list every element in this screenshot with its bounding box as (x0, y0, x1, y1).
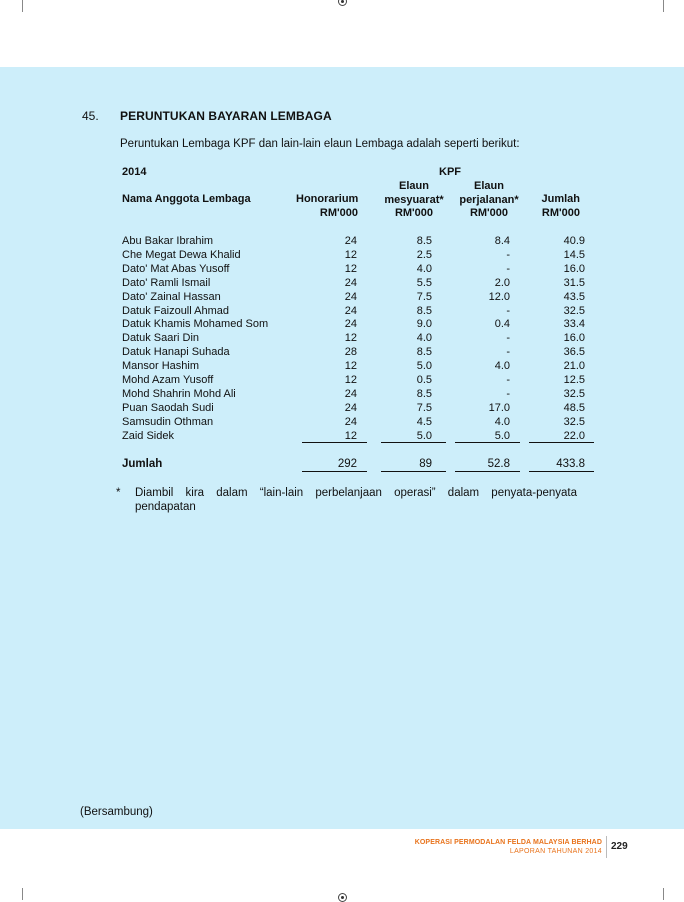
cell-jumlah: 32.5 (563, 304, 585, 317)
cell-perjalanan: 2.0 (494, 276, 510, 289)
cell-honorarium: 12 (344, 429, 357, 442)
total-rule (455, 471, 520, 472)
cell-mesyuarat: 5.0 (416, 360, 432, 373)
total-jumlah: 433.8 (556, 458, 585, 470)
member-name: Mohd Azam Yusoff (122, 374, 214, 386)
cell-mesyuarat: 9.0 (416, 318, 432, 331)
total-perjalanan: 52.8 (487, 458, 510, 470)
cell-mesyuarat: 2.5 (416, 248, 432, 261)
total-rule (381, 471, 446, 472)
member-name: Zaid Sidek (122, 429, 174, 442)
cell-perjalanan: - (506, 346, 510, 359)
member-name: Datuk Khamis Mohamed Som (122, 318, 269, 331)
member-name: Dato' Zainal Hassan (122, 290, 221, 303)
column-rule (455, 442, 520, 443)
cell-honorarium: 12 (344, 262, 357, 275)
total-rule (529, 471, 594, 472)
member-name: Che Megat Dewa Khalid (122, 248, 241, 261)
continued-label: (Bersambung) (80, 806, 153, 818)
cell-honorarium: 12 (344, 332, 357, 345)
cell-mesyuarat: 4.5 (416, 415, 432, 428)
cell-perjalanan: - (506, 304, 510, 317)
member-name: Datuk Hanapi Suhada (122, 346, 230, 359)
content-panel (0, 67, 684, 829)
footer-organization: KOPERASI PERMODALAN FELDA MALAYSIA BERHAD (414, 839, 602, 846)
member-name: Dato' Mat Abas Yusoff (122, 262, 230, 275)
member-name: Datuk Faizoull Ahmad (122, 304, 229, 317)
member-name: Abu Bakar Ibrahim (122, 235, 214, 247)
column-rule (529, 442, 594, 443)
member-name: Dato' Ramli Ismail (122, 276, 211, 289)
footnote-text: Diambil kira dalam “lain-lain perbelanjaan operasi” dalam penyata-penyata pendapatan (135, 487, 577, 513)
total-honorarium: 292 (337, 458, 357, 470)
cell-jumlah: 16.0 (563, 332, 585, 345)
cell-jumlah: 12.5 (563, 374, 585, 386)
column-header-jumlah: Jumlah RM'000 (541, 193, 580, 219)
member-name: Datuk Saari Din (122, 332, 200, 345)
page-number: 229 (611, 841, 628, 852)
table-year: 2014 (122, 166, 147, 178)
cell-jumlah: 31.5 (563, 276, 585, 289)
cell-honorarium: 12 (344, 248, 357, 261)
column-header-elaun-perjalanan: Elaun perjalanan* RM'000 (459, 180, 519, 219)
cell-perjalanan: - (506, 387, 510, 400)
section-title: PERUNTUKAN BAYARAN LEMBAGA (120, 109, 332, 123)
cell-jumlah: 33.4 (563, 318, 585, 331)
cell-jumlah: 16.0 (563, 262, 585, 275)
member-name: Mansor Hashim (122, 360, 200, 373)
table-group-header: KPF (439, 166, 461, 178)
member-name: Puan Saodah Sudi (122, 401, 214, 414)
cell-mesyuarat: 8.5 (416, 346, 432, 359)
cell-perjalanan: - (506, 332, 510, 345)
cell-honorarium: 24 (344, 415, 357, 428)
cell-honorarium: 24 (344, 318, 357, 331)
column-header-elaun-mesyuarat: Elaun mesyuarat* RM'000 (384, 180, 444, 219)
cell-mesyuarat: 7.5 (416, 401, 432, 414)
footer-report-title: LAPORAN TAHUNAN 2014 (509, 848, 602, 855)
cell-honorarium: 12 (344, 374, 357, 386)
table-name-header: Nama Anggota Lembaga (122, 193, 251, 205)
footnote-marker: * (116, 487, 121, 499)
cell-mesyuarat: 5.5 (416, 276, 432, 289)
cell-perjalanan: 8.4 (494, 235, 510, 247)
cell-honorarium: 24 (344, 401, 357, 414)
cell-jumlah: 22.0 (563, 429, 585, 442)
crop-mark (663, 888, 664, 900)
cell-honorarium: 28 (344, 346, 357, 359)
registration-mark-icon (338, 893, 347, 902)
cell-honorarium: 24 (344, 276, 357, 289)
cell-perjalanan: - (506, 262, 510, 275)
cell-jumlah: 40.9 (563, 235, 585, 247)
cell-perjalanan: 4.0 (494, 360, 510, 373)
cell-honorarium: 24 (344, 304, 357, 317)
section-number: 45. (82, 109, 99, 123)
cell-perjalanan: - (506, 248, 510, 261)
column-header-honorarium: Honorarium RM'000 (296, 193, 359, 219)
section-intro: Peruntukan Lembaga KPF dan lain-lain elaun Lembaga adalah seperti berikut: (120, 138, 520, 150)
column-rule (381, 442, 446, 443)
member-name: Mohd Shahrin Mohd Ali (122, 387, 236, 400)
cell-mesyuarat: 4.0 (416, 262, 432, 275)
cell-perjalanan: - (506, 374, 510, 386)
cell-mesyuarat: 8.5 (416, 387, 432, 400)
cell-jumlah: 14.5 (563, 248, 585, 261)
cell-mesyuarat: 4.0 (416, 332, 432, 345)
cell-honorarium: 24 (344, 290, 357, 303)
cell-honorarium: 24 (344, 387, 357, 400)
cell-perjalanan: 17.0 (488, 401, 510, 414)
cell-perjalanan: 12.0 (488, 290, 510, 303)
column-rule (302, 442, 367, 443)
cell-perjalanan: 0.4 (494, 318, 510, 331)
total-mesyuarat: 89 (419, 458, 432, 470)
crop-mark (22, 0, 23, 12)
cell-mesyuarat: 0.5 (416, 374, 432, 386)
cell-perjalanan: 5.0 (494, 429, 510, 442)
crop-mark (22, 888, 23, 900)
cell-mesyuarat: 7.5 (416, 290, 432, 303)
total-rule (302, 471, 367, 472)
cell-honorarium: 12 (344, 360, 357, 373)
member-name: Samsudin Othman (122, 415, 214, 428)
footer-divider (606, 836, 607, 858)
cell-jumlah: 36.5 (563, 346, 585, 359)
cell-jumlah: 43.5 (563, 290, 585, 303)
cell-jumlah: 48.5 (563, 401, 585, 414)
crop-mark (663, 0, 664, 12)
cell-mesyuarat: 8.5 (416, 304, 432, 317)
cell-honorarium: 24 (344, 235, 357, 247)
registration-mark-icon (338, 0, 347, 6)
cell-jumlah: 21.0 (563, 360, 585, 373)
cell-jumlah: 32.5 (563, 387, 585, 400)
total-label: Jumlah (122, 458, 163, 470)
cell-mesyuarat: 8.5 (416, 235, 432, 247)
cell-mesyuarat: 5.0 (416, 429, 432, 442)
cell-perjalanan: 4.0 (494, 415, 510, 428)
cell-jumlah: 32.5 (563, 415, 585, 428)
